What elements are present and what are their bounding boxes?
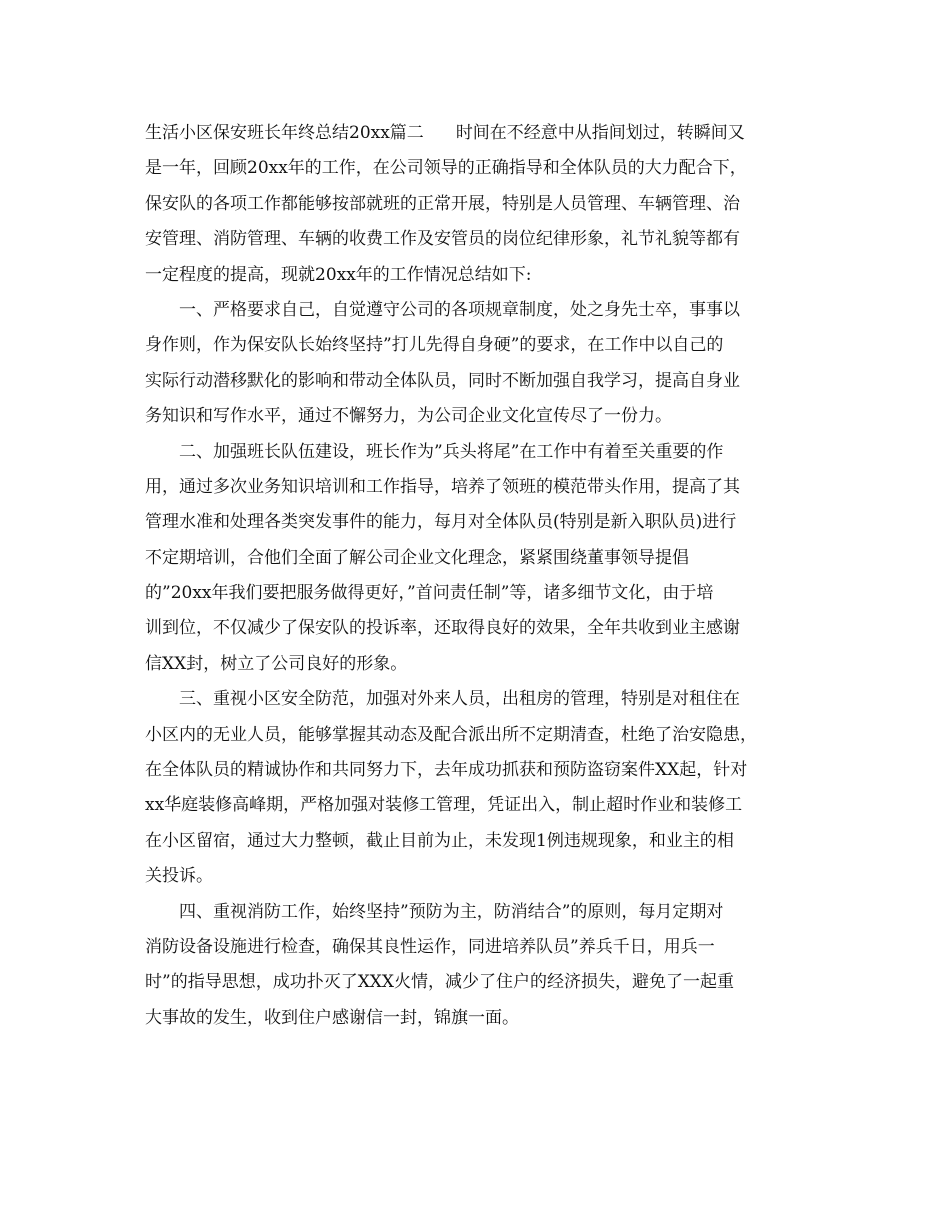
text-line: 训到位，不仅减少了保安队的投诉率，还取得良好的效果，全年共收到业主感谢 bbox=[145, 618, 740, 639]
text-line: 实际行动潜移默化的影响和带动全体队员，同时不断加强自我学习，提高自身业 bbox=[145, 370, 740, 391]
text-line: 在小区留宿，通过大力整顿，截止目前为止，未发现1例违规现象，和业主的相 bbox=[145, 830, 734, 851]
text-line: 在全体队员的精诚协作和共同努力下，去年成功抓获和预防盗窃案件XX起，针对 bbox=[145, 760, 748, 781]
text-line: 不定期培训，合他们全面了解公司企业文化理念，紧紧围绕董事领导提倡 bbox=[145, 547, 689, 568]
text-line: 一定程度的提高，现就20xx年的工作情况总结如下: bbox=[145, 264, 532, 285]
text-line: 小区内的无业人员，能够掌握其动态及配合派出所不定期清查，杜绝了治安隐患， bbox=[145, 724, 757, 745]
text-line bbox=[145, 116, 815, 151]
text-line: 用，通过多次业务知识培训和工作指导，培养了领班的模范带头作用，提高了其 bbox=[145, 476, 740, 497]
text-line: 二、加强班长队伍建设，班长作为”兵头将尾”在工作中有着至关重要的作 bbox=[145, 441, 724, 462]
text-line: 四、重视消防工作，始终坚持”预防为主，防消结合”的原则，每月定期对 bbox=[145, 901, 724, 922]
text-line: 一、严格要求自己，自觉遵守公司的各项规章制度，处之身先士卒，事事以 bbox=[145, 299, 740, 320]
text-line: 大事故的发生，收到住户感谢信一封，锦旗一面。 bbox=[145, 1007, 519, 1028]
document-body bbox=[145, 116, 815, 1036]
text-line: 保安队的各项工作都能够按部就班的正常开展，特别是人员管理、车辆管理、治 bbox=[145, 193, 740, 214]
text-line: 信XX封，树立了公司良好的形象。 bbox=[145, 653, 408, 674]
text-line-segment: 时间在不经意中从指间划过，转瞬间又 bbox=[455, 123, 745, 143]
text-line: xx华庭装修高峰期，严格加强对装修工管理，凭证出入，制止超时作业和装修工 bbox=[145, 795, 743, 816]
document-title: 生活小区保安班长年终总结20xx篇二 bbox=[145, 123, 424, 143]
text-line: 身作则，作为保安队长始终坚持”打儿先得自身硬”的要求，在工作中以自己的 bbox=[145, 335, 724, 356]
text-line: 的”20xx年我们要把服务做得更好，”首问责任制”等，诸多细节文化，由于培 bbox=[145, 583, 714, 604]
text-line: 安管理、消防管理、车辆的收费工作及安管员的岗位纪律形象，礼节礼貌等都有 bbox=[145, 229, 740, 250]
text-line: 时”的指导思想，成功扑灭了XXX火情，减少了住户的经济损失，避免了一起重 bbox=[145, 972, 734, 993]
text-line: 消防设备设施进行检查，确保其良性运作，同进培养队员”养兵千日，用兵一 bbox=[145, 936, 715, 957]
text-line: 务知识和写作水平，通过不懈努力，为公司企业文化宣传尽了一份力。 bbox=[145, 406, 672, 427]
text-line: 管理水准和处理各类突发事件的能力，每月对全体队员(特别是新入职队员)进行 bbox=[145, 512, 737, 533]
text-line: 关投诉。 bbox=[145, 866, 213, 887]
text-line: 是一年，回顾20xx年的工作，在公司领导的正确指导和全体队员的大力配合下， bbox=[145, 158, 747, 179]
text-line: 三、重视小区安全防范，加强对外来人员，出租房的管理，特别是对租住在 bbox=[145, 689, 740, 710]
